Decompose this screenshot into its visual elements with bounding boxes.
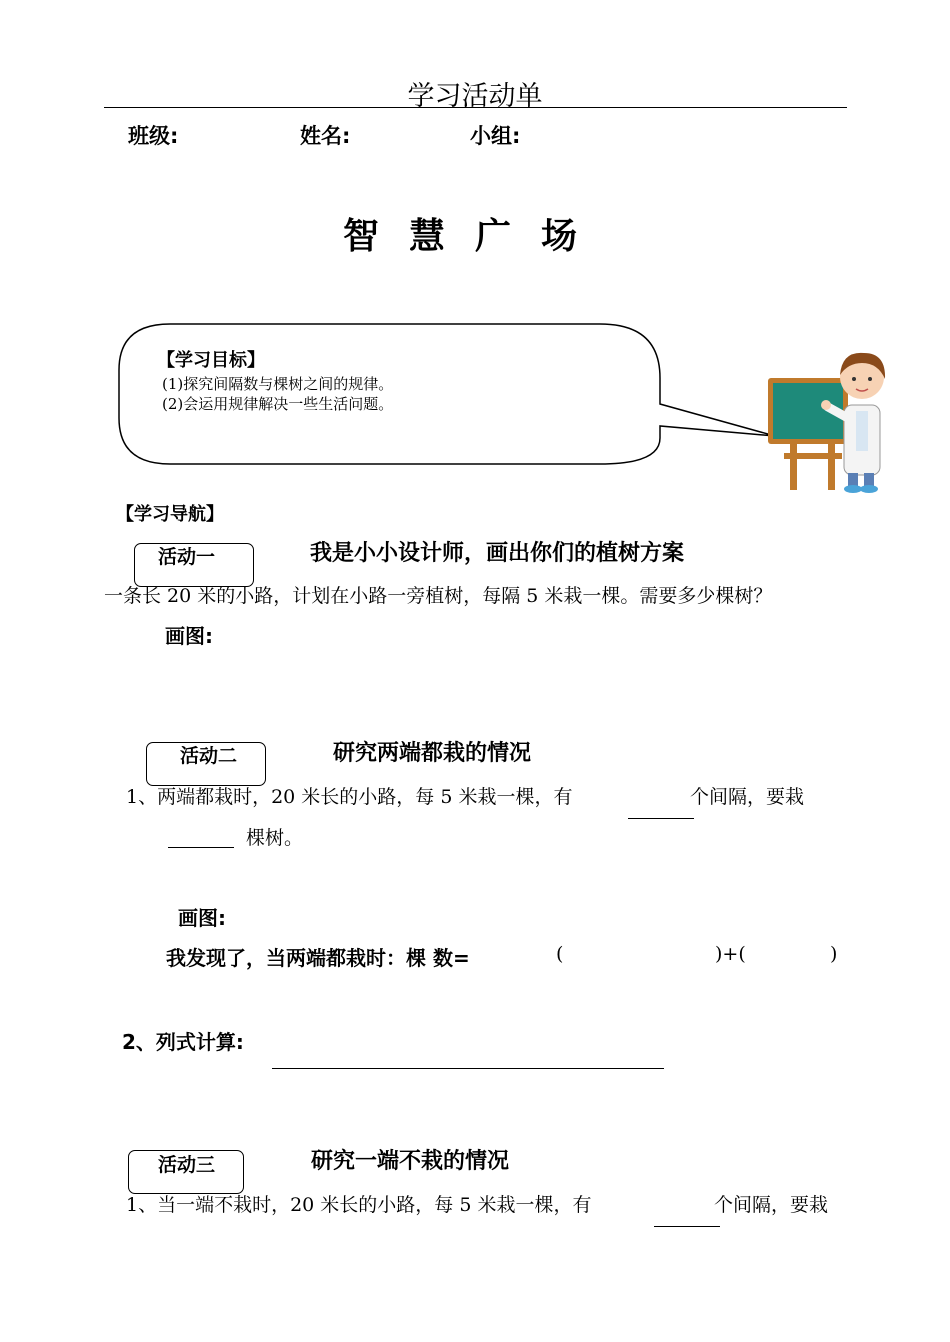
class-label: 班级:: [128, 124, 179, 148]
formula-open-paren: (: [556, 943, 564, 965]
activity2-draw-label: 画图:: [178, 906, 226, 930]
teacher-illustration: [762, 345, 902, 495]
goals-heading: 【学习目标】: [157, 350, 265, 371]
formula-middle: )+(: [715, 943, 746, 965]
activity2-question1-mid: 个间隔，要栽: [690, 786, 805, 808]
name-label: 姓名:: [300, 124, 351, 148]
activity3-title: 研究一端不栽的情况: [311, 1149, 510, 1174]
activity3-question1-end: 个间隔，要栽: [714, 1194, 829, 1216]
header-divider: [104, 107, 847, 108]
activity2-question1-end: 棵树。: [246, 827, 304, 849]
activity3-interval-blank[interactable]: [654, 1226, 720, 1227]
tree-count-blank[interactable]: [168, 847, 234, 848]
activity2-question1: 1、两端都栽时，20 米长的小路，每 5 米栽一棵，有: [126, 786, 573, 808]
discovery-prefix: 我发现了，当两端都栽时：棵 数=: [166, 946, 470, 970]
easel: [784, 440, 842, 490]
discovery-statement: [166, 942, 470, 971]
activity2-label: 活动二: [180, 745, 238, 767]
main-title: 智慧广场: [342, 215, 607, 257]
activity1-draw-label: 画图:: [165, 624, 213, 648]
activity1-label: 活动一: [158, 546, 216, 568]
interval-blank[interactable]: [628, 818, 694, 819]
activity3-label: 活动三: [158, 1154, 216, 1176]
activity1-problem: 一条长 20 米的小路，计划在小路一旁植树，每隔 5 米栽一棵。需要多少棵树？: [104, 585, 773, 607]
activity1-title: 我是小小设计师，画出你们的植树方案: [310, 541, 685, 566]
activity3-question1: 1、当一端不栽时，20 米长的小路，每 5 米栽一棵，有: [126, 1194, 592, 1216]
activity2-title: 研究两端都栽的情况: [333, 741, 532, 766]
sheet-title: 学习活动单: [407, 81, 543, 112]
goal-item: (2)会运用规律解决一些生活问题。: [162, 395, 394, 413]
nav-heading: 【学习导航】: [116, 504, 224, 525]
calculation-prompt: [122, 1026, 244, 1055]
formula-close-paren: ): [830, 943, 838, 965]
group-label: 小组:: [470, 124, 521, 148]
goal-item: (1)探究间隔数与棵树之间的规律。: [162, 375, 394, 393]
calculation-label: 2、列式计算:: [122, 1030, 244, 1054]
calculation-answer-line[interactable]: [272, 1068, 664, 1069]
